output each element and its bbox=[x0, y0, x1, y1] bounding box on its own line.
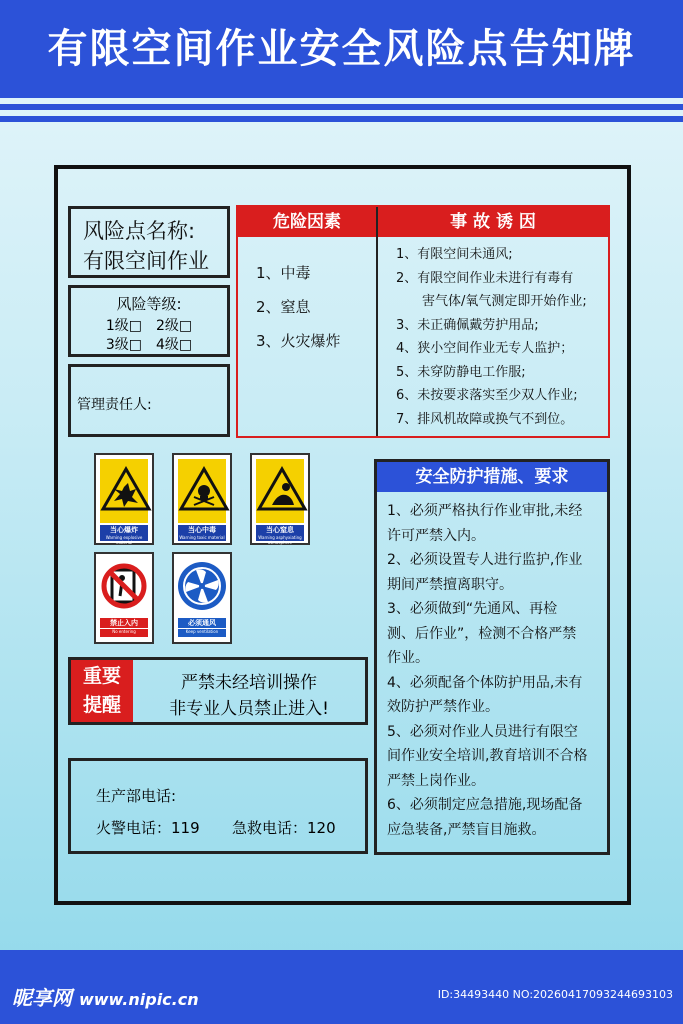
sign-subcaption: Warning explosive material bbox=[100, 535, 148, 541]
watermark-logo bbox=[12, 982, 199, 1011]
sign-caption: 必须通风 bbox=[178, 618, 226, 628]
sign-subcaption: Keep ventilation bbox=[178, 629, 226, 637]
risk-name-label: 风险点名称: bbox=[83, 219, 196, 243]
cause-item: 害气体/氧气测定即开始作业; bbox=[396, 294, 587, 309]
no-entry-icon bbox=[98, 558, 150, 616]
reminder-tag bbox=[71, 660, 133, 722]
footer-bar bbox=[0, 950, 683, 1024]
measure-line: 期间严禁擅离职守。 bbox=[387, 576, 513, 593]
sign-no-entry bbox=[94, 552, 154, 644]
cause-item: 4、狭小空间作业无专人监护； bbox=[396, 341, 574, 356]
fire-phone: 火警电话：119 bbox=[96, 819, 200, 837]
sign-poison bbox=[172, 453, 232, 545]
page-title: 有限空间作业安全风险点告知牌 bbox=[0, 0, 683, 98]
cause-item: 5、未穿防静电工作服; bbox=[396, 364, 526, 380]
measure-line: 间作业安全培训,教育培训不合格 bbox=[387, 748, 588, 764]
ventilation-icon bbox=[176, 558, 228, 616]
risk-name-value: 有限空间作业 bbox=[83, 249, 209, 273]
cause-item: 2、有限空间作业未进行有毒有 bbox=[396, 270, 574, 286]
hazard-table bbox=[236, 205, 610, 438]
danger-header: 危险因素 bbox=[238, 207, 376, 237]
production-phone-label: 生产部电话: bbox=[96, 787, 177, 805]
measure-line: 5、必须对作业人员进行有限空 bbox=[387, 723, 578, 740]
watermark-logo-text: 昵享网 bbox=[12, 986, 72, 1010]
measure-line: 2、必须设置专人进行监护,作业 bbox=[387, 552, 583, 568]
header-stripe-top bbox=[0, 104, 683, 110]
cause-item: 6、未按要求落实至少双人作业; bbox=[396, 388, 578, 403]
risk-level-box bbox=[68, 285, 230, 357]
measures-header: 安全防护措施、要求 bbox=[377, 462, 607, 492]
measure-line: 4、必须配备个体防护用品,未有 bbox=[387, 674, 583, 691]
contacts-box bbox=[68, 758, 368, 854]
risk-level-label: 风险等级: bbox=[116, 295, 182, 313]
ambulance-phone: 急救电话：120 bbox=[232, 819, 336, 837]
watermark-url: www.nipic.cn bbox=[78, 990, 199, 1009]
sign-caption: 禁止入内 bbox=[100, 618, 148, 628]
sign-subcaption: Warning asphyxiating atmosphere bbox=[256, 535, 304, 541]
risk-name-box bbox=[68, 206, 230, 278]
measure-line: 测、后作业”，检测不合格严禁 bbox=[387, 625, 577, 642]
measure-line: 3、必须做到“先通风、再检 bbox=[387, 601, 558, 617]
danger-item: 3、火灾爆炸 bbox=[256, 332, 341, 350]
cause-header: 事 故 诱 因 bbox=[378, 207, 608, 237]
measures-box bbox=[374, 459, 610, 855]
measure-line: 严禁上岗作业。 bbox=[387, 772, 485, 789]
manager-box bbox=[68, 364, 230, 437]
sign-subcaption: Warning toxic material bbox=[179, 535, 225, 540]
asphyxiation-warning-icon bbox=[256, 465, 308, 513]
sign-ventilation bbox=[172, 552, 232, 644]
measure-line: 效防护严禁作业。 bbox=[387, 699, 499, 715]
sign-caption: 当心中毒 bbox=[178, 525, 226, 535]
measures-list bbox=[387, 499, 609, 842]
explosion-warning-icon bbox=[100, 465, 152, 513]
poison-warning-icon bbox=[178, 465, 230, 513]
measure-line: 1、必须严格执行作业审批,未经 bbox=[387, 503, 583, 519]
sign-caption: 当心爆炸 bbox=[100, 525, 148, 535]
sign-caption: 当心窒息 bbox=[256, 525, 304, 535]
danger-item: 1、中毒 bbox=[256, 264, 311, 282]
danger-item: 2、窒息 bbox=[256, 298, 311, 316]
cause-item: 7、排风机故障或换气不到位。 bbox=[396, 411, 574, 427]
measure-line: 许可严禁入内。 bbox=[387, 527, 485, 544]
reminder-tag-line1: 重要 bbox=[82, 665, 121, 687]
risk-level-row1: 1级□ 2级□ bbox=[105, 318, 193, 334]
measure-line: 6、必须制定应急措施,现场配备 bbox=[387, 797, 583, 813]
header-stripe-bottom bbox=[0, 116, 683, 122]
sign-explosion bbox=[94, 453, 154, 545]
cause-list bbox=[396, 243, 606, 431]
reminder-tag-line2: 提醒 bbox=[82, 694, 121, 716]
reminder-line1: 严禁未经培训操作 bbox=[181, 673, 317, 693]
measure-line: 应急装备,严禁盲目施救。 bbox=[387, 821, 546, 838]
risk-level-row2: 3级□ 4级□ bbox=[105, 337, 193, 353]
reminder-line2: 非专业人员禁止进入! bbox=[169, 699, 329, 719]
measure-line: 作业。 bbox=[387, 650, 429, 666]
watermark-id: ID:34493440 NO:20260417093244693103 bbox=[437, 988, 673, 1001]
sign-subcaption: No entering bbox=[100, 629, 148, 637]
cause-item: 1、有限空间未通风; bbox=[396, 247, 513, 262]
manager-label: 管理责任人: bbox=[77, 397, 152, 413]
reminder-box bbox=[68, 657, 368, 725]
sign-asphyxiation bbox=[250, 453, 310, 545]
hazard-divider bbox=[376, 207, 378, 436]
cause-item: 3、未正确佩戴劳护用品; bbox=[396, 317, 539, 333]
